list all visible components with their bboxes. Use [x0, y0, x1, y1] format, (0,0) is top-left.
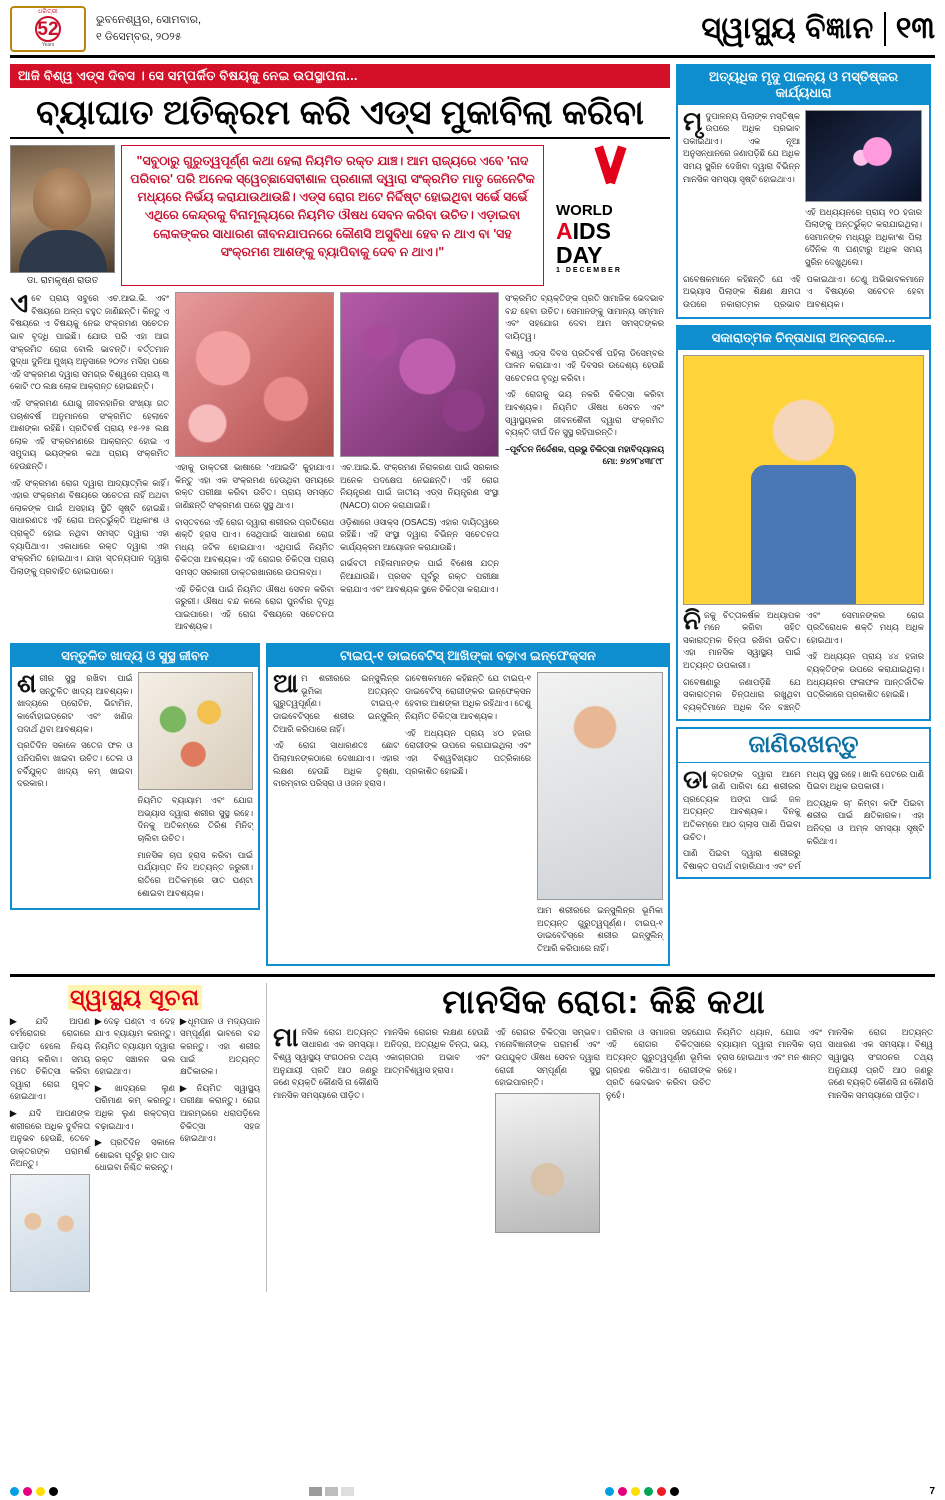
mental-health-article	[273, 983, 935, 1292]
c4-byline: –ପୂର୍ବତନ ନିର୍ଦ୍ଦେଶକ, ପ୍ରଭୁ ଚିକିତ୍ସା ମହାବିଦ୍ୟାଳୟ ମୋ: ୭୪୨୮୪୩୮୯୮	[505, 443, 664, 467]
masthead-right	[701, 12, 935, 46]
itchy-arm-photo	[537, 672, 663, 900]
dia-p4: ଏହି ଅଧ୍ୟୟନ ପ୍ରାୟ ୪୦ ହଜାର ରୋଗୀଙ୍କ ଉପରେ କରାଯାଇଥିଲା ଏବଂ ଏହା ବିଶ୍ୱବିଖ୍ୟାତ ପତ୍ରିକାରେ ପ୍ରକାଶିତ ହୋଇଛି।	[405, 727, 531, 776]
tips-col-3	[180, 1015, 260, 1292]
c4-p3: ଏହି ରୋଗକୁ ଭୟ ନକରି ଚିକିତ୍ସା କରିବା ଆବଶ୍ୟକ। ନିୟମିତ ଔଷଧ ସେବନ ଏବଂ ସ୍ୱାସ୍ଥ୍ୟକର ଜୀବନଶୈଳୀ ଦ୍ୱାରା ସଂକ୍ରମିତ ବ୍ୟକ୍ତି ଦୀର୍ଘ ଦିନ ସୁସ୍ଥ ରହିପାରନ୍ତି।	[505, 389, 664, 438]
tip-4	[95, 1082, 175, 1132]
mental-col-1	[273, 1021, 378, 1233]
men-p1: ମାନସିକ ରୋଗ ଅତ୍ୟନ୍ତ ସାଧାରଣ ଏକ ସମସ୍ୟା। ବିଶ୍ୱ ସ୍ୱାସ୍ଥ୍ୟ ସଂଗଠନର ତଥ୍ୟ ଅନୁଯାୟୀ ପ୍ରତି ଆଠ ଜଣରୁ ଜଣେ ବ୍ୟକ୍ତି କୌଣସି ନା କୌଣସି ମାନସିକ ସମସ୍ୟାରେ ପୀଡ଼ିତ।	[273, 1021, 378, 1100]
c2-p2: ବାସ୍ତବରେ ଏହି ରୋଗ ଦ୍ୱାରା ଶରୀରର ପ୍ରତିରୋଧ ଶକ୍ତି ହ୍ରାସ ପାଏ। ସେଥିପାଇଁ ସାଧାରଣ ରୋଗ ମଧ୍ୟ ଜଟିଳ ହୋଇଯାଏ। ଏଥିପାଇଁ ନିୟମିତ ଚିକିତ୍ସା ଆବଶ୍ୟକ। ଏହି ରୋଗର ଚିକିତ୍ସା ପ୍ରାୟ ସମସ୍ତ ସରକାରୀ ଡାକ୍ତରଖାନାରେ ଉପଲବ୍ଧ।	[175, 516, 334, 577]
wad-line1: WORLD	[556, 202, 613, 220]
c2-p3: ଏହି ଚିକିତ୍ସା ପାଇଁ ନିୟମିତ ଔଷଧ ସେବନ କରିବା ଜରୁରୀ। ଔଷଧ ବନ୍ଦ କଲେ ରୋଗ ପୁନର୍ବାର ବୃଦ୍ଧି ପାଇପାରେ। ଏହି ରୋଗ ବିଷୟରେ ସଚେତନତା ଆବଶ୍ୟକ।	[175, 583, 334, 632]
dot-black	[49, 1487, 58, 1496]
men-p6: ମାନସିକ ରୋଗ ଅତ୍ୟନ୍ତ ସାଧାରଣ ଏକ ସମସ୍ୟା। ବିଶ୍ୱ ସ୍ୱାସ୍ଥ୍ୟ ସଂଗଠନର ତଥ୍ୟ ଅନୁଯାୟୀ ପ୍ରତି ଆଠ ଜଣରୁ ଜଣେ ବ୍ୟକ୍ତି କୌଣସି ନା କୌଣସି ମାନସିକ ସମସ୍ୟାରେ ପୀଡ଼ିତ।	[828, 1026, 933, 1100]
tip-3	[95, 1015, 175, 1078]
brain-p1: ମୃଦୁପାଳନ୍ୟ ପିଲାଙ୍କ ମସ୍ତିଷ୍କ ଉପରେ ଅଧିକ ପ୍ରଭାବ ପକାଇଥାଏ। ଏକ ନୂଆ ଅନୁସନ୍ଧାନରେ ଜଣାପଡ଼ିଛି ଯେ ଅଧିକ ସମୟ ସ୍କ୍ରିନ ଦେଖିବା ଦ୍ୱାରା ବିଭିନ୍ନ ମାନସିକ ସମସ୍ୟା ସୃଷ୍ଟି ହୋଇଥାଏ।	[683, 105, 800, 184]
diabetes-text-1	[273, 668, 399, 958]
know-box-title: ଜାଣିରଖନ୍ତୁ	[678, 729, 929, 763]
tip-6-text: ଧୂମପାନ ଓ ମଦ୍ୟପାନ ସମ୍ପୂର୍ଣ୍ଣ ଭାବରେ ବନ୍ଦ କରନ୍ତୁ। ଏହା ଶରୀର ପାଇଁ ଅତ୍ୟନ୍ତ କ୍ଷତିକାରକ।	[180, 1015, 260, 1077]
mental-col-6	[828, 1026, 933, 1233]
c4-p1: ସଂକ୍ରମିତ ବ୍ୟକ୍ତିଙ୍କ ପ୍ରତି ସାମାଜିକ ଭେଦଭାବ ବନ୍ଦ ହେବା ଉଚିତ। ସେମାନଙ୍କୁ ସାମାନ୍ୟ ସମ୍ମାନ ଏବଂ ସହଯୋଗ ଦେବା ଆମ ସମସ୍ତଙ୍କର ଦାୟିତ୍ୱ।	[505, 293, 664, 341]
column-1-text	[10, 288, 169, 581]
c3-p1: ଏଚ.ଆଇ.ଭି. ସଂକ୍ରମଣ ନିରାକରଣ ପାଇଁ ସରକାର ଅନେକ ପଦକ୍ଷେପ ନେଇଛନ୍ତି। ଏହି ରୋଗ ନିୟନ୍ତ୍ରଣ ପାଇଁ ଜାତୀୟ ଏଡ୍ସ ନିୟନ୍ତ୍ରଣ ସଂସ୍ଥା (NACO) ଗଠନ କରାଯାଇଛି।	[340, 462, 499, 510]
know-p2: ପାଣି ପିଇବା ଦ୍ୱାରା ଶରୀରରୁ ବିଷାକ୍ତ ପଦାର୍ଥ ବାହାରିଯାଏ ଏବଂ ଚର୍ମ ମଧ୍ୟ ସୁସ୍ଥ ରହେ। ଖାଲି ପେଟରେ ପାଣି ପିଇବା ଅଧିକ ଉପକାରୀ।	[683, 768, 924, 871]
doctor-consult-photo	[10, 1174, 90, 1292]
publication-logo	[10, 6, 86, 52]
dot-magenta	[23, 1487, 32, 1496]
positive-thinking-box	[676, 325, 931, 720]
logo-years-label: Years	[41, 42, 55, 48]
dia-p2: ଏହି ରୋଗ ସାଧାରଣତଃ ଛୋଟ ପିଲାମାନଙ୍କଠାରେ ଦେଖାଯାଏ। ଏହାର ଲକ୍ଷଣ ହେଉଛି ଅଧିକ ତୃଷ୍ଣା, ବାରମ୍ବାର ପରିସ୍ରା ଓ ଓଜନ ହ୍ରାସ।	[273, 740, 399, 789]
c1-p1: ଏବେ ପ୍ରାୟ ସବୁରେ ଏଚ.ଆଇ.ଭି. ଏବଂ ବିଷୟରେ ଅଳ୍ପ ବହୁତ ଜାଣିଛନ୍ତି। କିନ୍ତୁ ଏ ବିଷୟରେ ଏ ବିଷୟକୁ ନେଇ ସଂକ୍ରମଣ ସଚେତନ ଭାବ ବୃଦ୍ଧି ପାଇଛି। ଯୋଉ ପରି ଏହା ଆଗ ସଂକ୍ରମିତ ରୋଗ ବୋଲି ଭାବନ୍ତି। ବର୍ତ୍ତମାନ ସୁଦ୍ଧା ଦୁନିଆ ମୁଖ୍ୟ ଅନୁସାରେ ୨୦୨୪ ମସିହା ପରେ ଏହି ସଂକ୍ରମଣ ଦ୍ୱାରା ସମଗ୍ର ବିଶ୍ୱରେ ପ୍ରାୟ ୩ କୋଟି ୯୦ ଲକ୍ଷ ଲୋକ ଆକ୍ରାନ୍ତ ହୋଇଛନ୍ତି।	[10, 288, 169, 392]
wad-line2	[556, 219, 670, 243]
lead-row	[10, 145, 670, 286]
virus-photo	[340, 292, 499, 457]
mental-columns	[273, 1021, 935, 1233]
balanced-right	[138, 672, 254, 903]
diabetes-box	[266, 643, 670, 966]
brain-p2: ଏହି ଅଧ୍ୟୟନରେ ପ୍ରାୟ ୧୦ ହଜାର ପିଲାଙ୍କୁ ଅନ୍ତର୍ଭୁକ୍ତ କରାଯାଇଥିଲା। ସେମାନଙ୍କ ମଧ୍ୟରୁ ଅଧିକାଂଶ ପିଲା ଦୈନିକ ୩ ଘଣ୍ଟାରୁ ଅଧିକ ସମୟ ସ୍କ୍ରିନ ଦେଖୁଥିଲେ।	[805, 206, 922, 267]
mental-col-5	[717, 1026, 822, 1233]
dia-p1: ଆମ ଶରୀରରେ ଇନ୍‌ସୁଲିନ୍‌ର ଭୂମିକା ଅତ୍ୟନ୍ତ ଗୁରୁତ୍ୱପୂର୍ଣ୍ଣ। ଟାଇପ୍-୧ ଡାଇବେଟିସ୍‌ରେ ଶରୀର ଇନ୍‌ସୁଲିନ୍ ତିଆରି କରିପାରେ ନାହିଁ।	[273, 668, 399, 734]
author-name: ଡା. ରାମକୃଷ୍ଣ ରାଉତ	[26, 275, 99, 286]
world-aids-day-logo	[550, 145, 670, 286]
health-tips-columns	[10, 1015, 260, 1292]
tips-col-1	[10, 1015, 90, 1292]
men-p4: ପରିବାର ଓ ସମାଜର ସହଯୋଗ ଏହି ରୋଗର ଚିକିତ୍ସାରେ ଅତ୍ୟନ୍ତ ଗୁରୁତ୍ୱପୂର୍ଣ୍ଣ ଭୂମିକା ଗ୍ରହଣ କରିଥାଏ। ରୋଗୀଙ୍କ ପ୍ରତି ଭେଦଭାବ କରିବା ଉଚିତ ନୁହେଁ।	[606, 1026, 711, 1100]
men-p5: ନିୟମିତ ଧ୍ୟାନ, ଯୋଗ ଏବଂ ବ୍ୟାୟାମ ଦ୍ୱାରା ମାନସିକ ଚାପ ହ୍ରାସ ହୋଇଥାଏ ଏବଂ ମନ ଶାନ୍ତ ରହେ।	[717, 1026, 822, 1075]
center-gray-bars	[309, 1487, 354, 1496]
men-p2: ମାନସିକ ରୋଗର ଲକ୍ଷଣ ହେଉଛି ଅନିଦ୍ରା, ଅତ୍ୟଧିକ ଚିନ୍ତା, ଭୟ, ଏକାଗ୍ରତାର ଅଭାବ ଏବଂ ଆତ୍ମବିଶ୍ୱାସ ହ୍ରାସ।	[384, 1026, 489, 1075]
pos-p2: ଗବେଷଣାରୁ ଜଣାପଡ଼ିଛି ଯେ ସକାରାତ୍ମକ ଚିନ୍ତାଧାରା ରଖୁଥିବା ବ୍ୟକ୍ତିମାନେ ଅଧିକ ଦିନ ବଞ୍ଚନ୍ତି ଏବଂ ସେମାନଙ୍କର ରୋଗ ପ୍ରତିରୋଧକ ଶକ୍ତି ମଧ୍ୟ ଅଧିକ ହୋଇଥାଏ।	[683, 609, 924, 712]
lead-headline: ବ୍ୟାଘାତ ଅତିକ୍ରମ କରି ଏଡ୍ସ ମୁକାବିଲା କରିବା	[10, 88, 670, 139]
brain-box-body	[678, 105, 929, 318]
print-registration-bar	[0, 1482, 945, 1500]
main-column	[10, 64, 670, 966]
balanced-text-right	[138, 794, 254, 899]
diabetes-body	[268, 667, 668, 963]
tip-1	[10, 1015, 90, 1103]
bal-p3: ନିୟମିତ ବ୍ୟାୟାମ ଏବଂ ଯୋଗ ଅଭ୍ୟାସ ଦ୍ୱାରା ଶରୀର ସୁସ୍ଥ ରହେ। ଦିନକୁ ଅତିକମ୍‌ରେ ତିରିଶ ମିନିଟ୍ ଚାଲିବା ଉଚିତ।	[137, 795, 253, 844]
dot-red	[657, 1487, 666, 1496]
brain-illustration	[805, 110, 922, 202]
bar-gray-3	[341, 1487, 354, 1496]
mental-col-3	[495, 1026, 600, 1233]
author-photo	[10, 145, 115, 273]
tip-5-text: ପ୍ରତିଦିନ ସକାଳେ ଶୋଇବା ପୂର୍ବରୁ ହାତ ପାଦ ଧୋଇବା ନିଶ୍ଚିତ କରନ୍ତୁ।	[95, 1137, 175, 1173]
bal-p2: ପ୍ରତିଦିନ ସକାଳେ ସତେଜ ଫଳ ଓ ପନିପରିବା ଖାଇବା ଉଚିତ। ତେଲ ଓ ଚର୍ବିଯୁକ୍ତ ଖାଦ୍ୟ କମ୍ ଖାଇବା ଦରକାର।	[17, 740, 133, 789]
brain-right	[805, 110, 922, 273]
men-p3: ଏହି ରୋଗର ଚିକିତ୍ସା ସମ୍ଭବ। ମନୋବିଜ୍ଞାନୀଙ୍କ ପରାମର୍ଶ ଏବଂ ଉପଯୁକ୍ତ ଔଷଧ ସେବନ ଦ୍ୱାରା ରୋଗୀ ସମ୍ପୂର୍ଣ୍ଣ ସୁସ୍ଥ ହୋଇପାରନ୍ତି।	[495, 1026, 600, 1088]
column-2a-text	[175, 461, 334, 637]
bal-p4: ମାନସିକ ଚାପ ହ୍ରାସ କରିବା ପାଇଁ ପର୍ଯ୍ୟାପ୍ତ ନିଦ ଅତ୍ୟନ୍ତ ଜରୁରୀ। ରାତିରେ ଅତିକମ୍‌ରେ ସାତ ଘଣ୍ଟା ଶୋଇବା ଆବଶ୍ୟକ।	[137, 849, 253, 898]
tip-bullet-3: ▶	[95, 1015, 104, 1026]
tip-3-text: ଦେଢ଼ ଘଣ୍ଟା ଏ ଦେହ ଯାଏ ବ୍ୟାୟାମ କରନ୍ତୁ। ନିୟମିତ ବ୍ୟାୟାମ ଦ୍ୱାରା ରକ୍ତ ସଞ୍ଚାଳନ ଭଲ ହୋଇଥାଏ।	[95, 1015, 175, 1077]
hiv-cell-photo	[175, 292, 334, 457]
c1-p3: ଏହି ସଂକ୍ରମଣ ରୋଗ ଦ୍ୱାରା ଆଦ୍ୟାତ୍ମିକ କାହିଁ। ଏହାର ସଂକ୍ରମଣ ବିଷୟରେ ସଚେତନା ନାହିଁ ଅଥବା ଲୋକଙ୍କ ପାଇଁ ଅସହାୟ ସ୍ଥିତି ସୃଷ୍ଟି ହୋଇଛି। ସାଧାରଣତଃ ଏହି ରୋଗ ଅନ୍ତର୍ଭୁକ୍ତି ଅଧିକାଂଶ ଓ ପ୍ରାକୃତି ହୋଇ ନଥିବା ସମସ୍ତ ଦ୍ୱାରା ଏହା ବ୍ୟାପିଥାଏ। ଏକାଧାରେ ରକ୍ତ ଦ୍ୱାରା ଏହା ସଂକ୍ରମିତ ହୋଇଥାଏ। ଯାହା ସ୍ତନ୍ୟପାନ ଦ୍ୱାରା ପିଲାଙ୍କୁ ପ୍ରବାହିତ ହୋଇପାରେ।	[10, 477, 169, 576]
mental-health-title: ମାନସିକ ରୋଗ: କିଛି କଥା	[442, 982, 766, 1020]
tip-1-text: ଯଦି ଆପଣ ଚର୍ମରୋଗର ରୋଗରେ ପାଡ଼ିତ ହେଲେ ନିଶ୍ଚୟ ସମୟ କରିବା। ସମୟ ମତେ ଚିକିତ୍ସା କରିବା ଦ୍ୱାରା ରୋଗ ମୁକ୍ତ ହୋଇଥାଏ।	[10, 1015, 90, 1102]
tip-2-text: ଯଦି ଆପଣଙ୍କ ଶରୀରରେ ଅଧିକ ଦୁର୍ବଳତା ଅନୁଭବ ହେଉଛି, ତେବେ ଡାକ୍ତରଙ୍କ ପରାମର୍ଶ ନିଅନ୍ତୁ।	[10, 1107, 90, 1169]
secondary-articles-row	[10, 643, 670, 966]
tip-6	[180, 1015, 260, 1078]
article-column-2	[175, 292, 499, 637]
tip-4-text: ଖାଦ୍ୟରେ ଲୁଣ ପରିମାଣ କମ୍ କରନ୍ତୁ। ଅଧିକ ଲୁଣ ରକ୍ତଚାପ ବଢ଼ାଇଥାଏ।	[95, 1082, 175, 1131]
balanced-diet-box	[10, 643, 260, 910]
column-2b-text	[340, 461, 499, 637]
tip-bullet-4: ▶	[95, 1082, 115, 1093]
vertical-divider	[266, 983, 267, 1292]
dateline-date: ୧ ଡିସେମ୍ବର, ୨୦୨୫	[96, 30, 182, 43]
section-title: ସ୍ୱାସ୍ଥ୍ୟ ବିଜ୍ଞାନ	[701, 11, 874, 45]
wad-bottom: DAY	[556, 241, 603, 268]
masthead-dateline	[96, 12, 201, 45]
balanced-diet-body	[12, 667, 258, 908]
tip-2	[10, 1107, 90, 1170]
know-p3: ଅତ୍ୟଧିକ ଚା' କିମ୍ବା କଫି ପିଇବା ଶରୀର ପାଇଁ କ୍ଷତିକାରକ। ଏହା ଅନିଦ୍ରା ଓ ଅମ୍ଳ ସମସ୍ୟା ସୃଷ୍ଟି କରିଥାଏ।	[806, 797, 924, 846]
know-text	[683, 763, 924, 873]
diabetes-text-3	[537, 904, 663, 954]
c3-p2: ଓଡ଼ିଶାରେ ଓସାକ୍ସ (OSACS) ଏହାର ଦାୟିତ୍ୱରେ ରହିଛି। ଏହି ସଂସ୍ଥା ଦ୍ୱାରା ବିଭିନ୍ନ ସଚେତନତା କାର୍ଯ୍ୟକ୍ରମ ଆୟୋଜନ କରାଯାଉଛି।	[340, 516, 499, 552]
article-column-1	[10, 288, 169, 637]
column-4-text	[505, 292, 664, 472]
tip-7-text: ନିୟମିତ ସ୍ୱାସ୍ଥ୍ୟ ପରୀକ୍ଷା କରାନ୍ତୁ। ରୋଗ ଆରମ୍ଭରେ ଧରାପଡ଼ିଲେ ଚିକିତ୍ସା ସହଜ ହୋଇଥାଏ।	[180, 1082, 260, 1144]
stressed-man-photo	[495, 1093, 600, 1233]
pos-p3: ଏହି ଅଧ୍ୟୟନ ପ୍ରାୟ ୪୪ ହଜାର ବ୍ୟକ୍ତିଙ୍କ ଉପରେ କରାଯାଇଥିଲା। ଅଧ୍ୟୟନର ଫଳାଫଳ ଆନ୍ତର୍ଜାତିକ ପତ୍ରିକାରେ ପ୍ରକାଶିତ ହୋଇଛି।	[806, 651, 924, 700]
c2-p1: ଏହାକୁ ଡାକ୍ତରୀ ଭାଷାରେ 'ଏଆଇଡି' କୁହାଯାଏ। କିନ୍ତୁ ଏହା ଏକ ସଂକ୍ରମଣ ହେଉଥିବା ସମୟରେ ରକ୍ତ ପରୀକ୍ଷା କରିବା ଉଚିତ। ପ୍ରାୟ ସମସ୍ତେ ଜାଣିଛନ୍ତି ସଂକ୍ରମଣ ପରେ ସୁସ୍ଥ ଥାଏ।	[175, 462, 334, 510]
tip-bullet-2: ▶	[10, 1107, 29, 1118]
wad-date: 1 DECEMBER	[556, 267, 622, 275]
footer-page-number: 7	[929, 1485, 935, 1497]
dot-black-2	[670, 1487, 679, 1496]
positive-text	[683, 604, 924, 714]
sidebar-column	[676, 64, 931, 966]
mental-col-2	[384, 1026, 489, 1233]
health-tips-title	[10, 983, 260, 1015]
dot-magenta-2	[618, 1487, 627, 1496]
lead-pullquote: "ସବୁଠାରୁ ଗୁରୁତ୍ୱପୂର୍ଣ୍ଣ କଥା ହେଲା ନିୟମିତ ରକ୍ତ ଯାଞ୍ଚ। ଆମ ରାଜ୍ୟରେ ଏବେ 'ନାଦ ପରିବାର' ପରି ଅନେକ ସ୍ୱେଚ୍ଛାସେବୀଶାଳ ପ୍ରଣାଳୀ ଦ୍ୱାରା ସଂକ୍ରମିତ ମାତୃ ଜେନେଟିକ ମଧ୍ୟରେ ନିର୍ଭୟ କରାଯାଉଥାଉଛି। ଏଡ୍ସ ରୋଗ ଅଟେ ନିର୍ଦ୍ଦିଷ୍ଟ ହୋଇଥିବା ସର୍ଭେ ସର୍ଭେ ଏଥିରେ କେନ୍ଦ୍ରକୁ ବିନାମୂଲ୍ୟରେ ନିୟମିତ ଔଷଧ ସେବନ କରିବା ଉଚିତ। ଏଡ଼ାଇବା ଲୋକଙ୍କର ସାଧାରଣ ଜୀବନଯାପନରେ କୌଣସି ଅସୁବିଧା ହେବ ନ ଥାଏ ବା 'ସହ ସଂକ୍ରମଣ ଆଶଙ୍କୁ ବ୍ୟାପିବାକୁ ଦେବ ନ ଥାଏ।"	[121, 145, 544, 286]
page-content	[10, 64, 935, 966]
pos-p1: ନିଜକୁ ଚିତ୍ତାକର୍ଷକ ଅଧ୍ୟାପକ ମନେ କରିବା ସହିତ ସକାରାତ୍ମକ ଚିନ୍ତା ରଖିବା ଉଚିତ। ଏହା ମାନସିକ ସ୍ୱାସ୍ଥ୍ୟ ପାଇଁ ଅତ୍ୟନ୍ତ ଉପକାରୀ।	[683, 604, 801, 671]
know-p1: ଡାକ୍ତରଙ୍କ ଦ୍ୱାରା ଆମେ ଜାଣି ପାରିବା ଯେ ଶରୀରର ପ୍ରତ୍ୟେକ ଅଙ୍ଗ ପାଇଁ ଜଳ ଅତ୍ୟନ୍ତ ଆବଶ୍ୟକ। ଦିନକୁ ଅତିକମ୍‌ରେ ଆଠ ଗ୍ଲାସ ପାଣି ପିଇବା ଉଚିତ।	[683, 763, 801, 842]
dot-green	[644, 1487, 653, 1496]
bar-gray-2	[325, 1487, 338, 1496]
masthead-left	[10, 6, 201, 52]
know-box-body	[678, 763, 929, 878]
left-color-dots	[10, 1487, 58, 1496]
diabetes-text-2wrap	[405, 672, 531, 958]
column-2-text-pair	[175, 461, 499, 637]
c3-p3: ଗର୍ଭବତୀ ମହିଳାମାନଙ୍କ ପାଇଁ ବିଶେଷ ଯତ୍ନ ନିଆଯାଉଛି। ପ୍ରସବ ପୂର୍ବରୁ ରକ୍ତ ପରୀକ୍ଷା କରାଯାଏ ଏବଂ ଆବଶ୍ୟକ ସ୍ଥଳେ ଚିକିତ୍ସା କରାଯାଏ।	[340, 558, 499, 594]
positive-box-title: ସକାରାତ୍ମକ ଚିନ୍ତାଧାରା ଅନ୍ତରାଳେ...	[678, 327, 929, 349]
brain-box	[676, 64, 931, 319]
lead-article-columns	[10, 288, 670, 637]
brain-box-title: ଅତ୍ୟଧିକ ମୃଦୁ ପାଳନ୍ୟ ଓ ମସ୍ତିଷ୍କର କାର୍ଯ୍ୟଧାରା	[678, 66, 929, 105]
balanced-text-left	[17, 668, 133, 903]
world-aids-day-text	[550, 203, 670, 274]
tip-7	[180, 1082, 260, 1145]
know-box	[676, 727, 931, 880]
right-color-dots	[605, 1487, 679, 1496]
aids-ribbon-icon	[584, 145, 636, 201]
c1-p2: ଏହି ସଂକ୍ରମଣ ଯୋଗୁ ଜୀବନହାନିର ସଂଖ୍ୟା ଗତ ପଚାଶବର୍ଷ ଅନୁମାନରେ ସଂକ୍ରମିତ ହେଲାବେ ଆଶଙ୍କା ରହିଛି। ପ୍ରତିବର୍ଷ ପ୍ରାୟ ୧୫-୨୫ ଲକ୍ଷ ଲୋକ ଏହି ସଂକ୍ରମଣରେ ଆକ୍ରାନ୍ତ ହୋଇ ଏ ସମୁଦାୟ ଭୟଙ୍କର କଥା ପ୍ରାୟ ସଂକ୍ରମିତ ହେଉଛନ୍ତି।	[10, 397, 169, 472]
wad-line2-a: A	[556, 217, 573, 244]
diabetes-photo-wrap	[537, 672, 663, 958]
lead-banner: ଆଜି ବିଶ୍ୱ ଏଡ୍ସ ଦିବସ । ସେ ସମ୍ପର୍କିତ ବିଷୟକୁ ନେଇ ଉପସ୍ଥାପନା...	[10, 64, 670, 88]
brain-text-left	[683, 105, 800, 190]
tip-bullet-7: ▶	[180, 1082, 197, 1093]
mental-col-3-text	[495, 1026, 600, 1089]
photo-pair	[175, 292, 499, 457]
tip-bullet-6: ▶	[180, 1015, 188, 1026]
wad-line2-b: IDS	[572, 217, 611, 244]
tip-bullet-1: ▶	[10, 1015, 36, 1026]
bal-p1: ଶରୀର ସୁସ୍ଥ ରଖିବା ପାଇଁ ସନ୍ତୁଳିତ ଖାଦ୍ୟ ଆବଶ୍ୟକ। ଖାଦ୍ୟରେ ପ୍ରୋଟିନ, ଭିଟାମିନ, କାର୍ବୋହାଇଡ୍ରେଟ ଏବଂ ଖଣିଜ ପଦାର୍ଥ ଥିବା ଆବଶ୍ୟକ।	[17, 668, 133, 734]
dot-cyan	[10, 1487, 19, 1496]
logo-anniversary-number: 52	[35, 16, 61, 42]
thumbs-up-man-photo	[683, 355, 924, 605]
dot-yellow	[36, 1487, 45, 1496]
bottom-section	[10, 974, 935, 1292]
positive-box-body	[678, 350, 929, 719]
author-block	[10, 145, 115, 286]
tip-5	[95, 1136, 175, 1174]
c4-p2: ବିଶ୍ୱ ଏଡ୍ସ ଦିବସ ପ୍ରତିବର୍ଷ ପହିଲା ଡିସେମ୍ବର ପାଳନ କରାଯାଏ। ଏହି ଦିବସର ଉଦ୍ଦେଶ୍ୟ ହେଉଛି ସଚେତନତା ବୃଦ୍ଧି କରିବା।	[505, 347, 664, 383]
dateline-place: ଭୁବନେଶ୍ୱର, ସୋମବାର,	[96, 14, 202, 26]
health-tips-box	[10, 983, 260, 1292]
dia-p5: ଆମ ଶରୀରରେ ଇନ୍‌ସୁଲିନ୍‌ର ଭୂମିକା ଅତ୍ୟନ୍ତ ଗୁରୁତ୍ୱପୂର୍ଣ୍ଣ। ଟାଇପ୍-୧ ଡାଇବେଟିସ୍‌ରେ ଶରୀର ଇନ୍‌ସୁଲିନ୍ ତିଆରି କରିପାରେ ନାହିଁ।	[537, 905, 663, 954]
logo-top-text: ଧରିତ୍ରୀ	[38, 9, 58, 15]
balanced-diet-title: ସନ୍ତୁଳିତ ଖାଦ୍ୟ ଓ ସୁସ୍ଥ ଜୀବନ	[12, 645, 258, 667]
dia-p3: ଗବେଷକମାନେ କହିଛନ୍ତି ଯେ ଟାଇପ୍-୧ ଡାଇବେଟିସ୍ ରୋଗୀଙ୍କର ଇନ୍‌ଫେକ୍ସନ ହେବାର ଆଶଙ୍କା ଅଧିକ ରହିଥାଏ। ତେଣୁ ନିୟମିତ ଚିକିତ୍ସା ଆବଶ୍ୟକ।	[405, 673, 531, 722]
masthead	[10, 6, 935, 58]
health-tips-title-text: ସ୍ୱାସ୍ଥ୍ୟ ସୂଚନା	[70, 984, 200, 1010]
brain-text-right	[805, 206, 922, 269]
diabetes-text-2	[405, 672, 531, 777]
brain-text-bottom	[683, 273, 924, 313]
article-column-4	[505, 292, 664, 637]
dot-yellow-2	[631, 1487, 640, 1496]
dot-cyan-2	[605, 1487, 614, 1496]
diabetes-title: ଟାଇପ୍-୧ ଡାଇବେଟିସ୍ ଆଖିଙ୍କା ବଢ଼ାଏ ଇନ୍‌ଫେକ୍ସନ	[268, 645, 668, 667]
bar-gray-1	[309, 1487, 322, 1496]
tip-bullet-5: ▶	[95, 1137, 111, 1148]
mental-col-4	[606, 1026, 711, 1233]
brain-p3: ଗବେଷକମାନେ କହିଛନ୍ତି ଯେ ଏହି ଅଭ୍ୟାସ ପିଲାଙ୍କ ଶିକ୍ଷଣ କ୍ଷମତା ଉପରେ ନକାରାତ୍ମକ ପ୍ରଭାବ ପକାଇଥାଏ। ତେଣୁ ଅଭିଭାବକମାନେ ଏ ବିଷୟରେ ସଚେତନ ହେବା ଆବଶ୍ୟକ।	[683, 273, 924, 309]
page-number-header: ୧୩	[884, 12, 935, 46]
food-plate-photo	[138, 672, 254, 790]
tips-col-2	[95, 1015, 175, 1292]
